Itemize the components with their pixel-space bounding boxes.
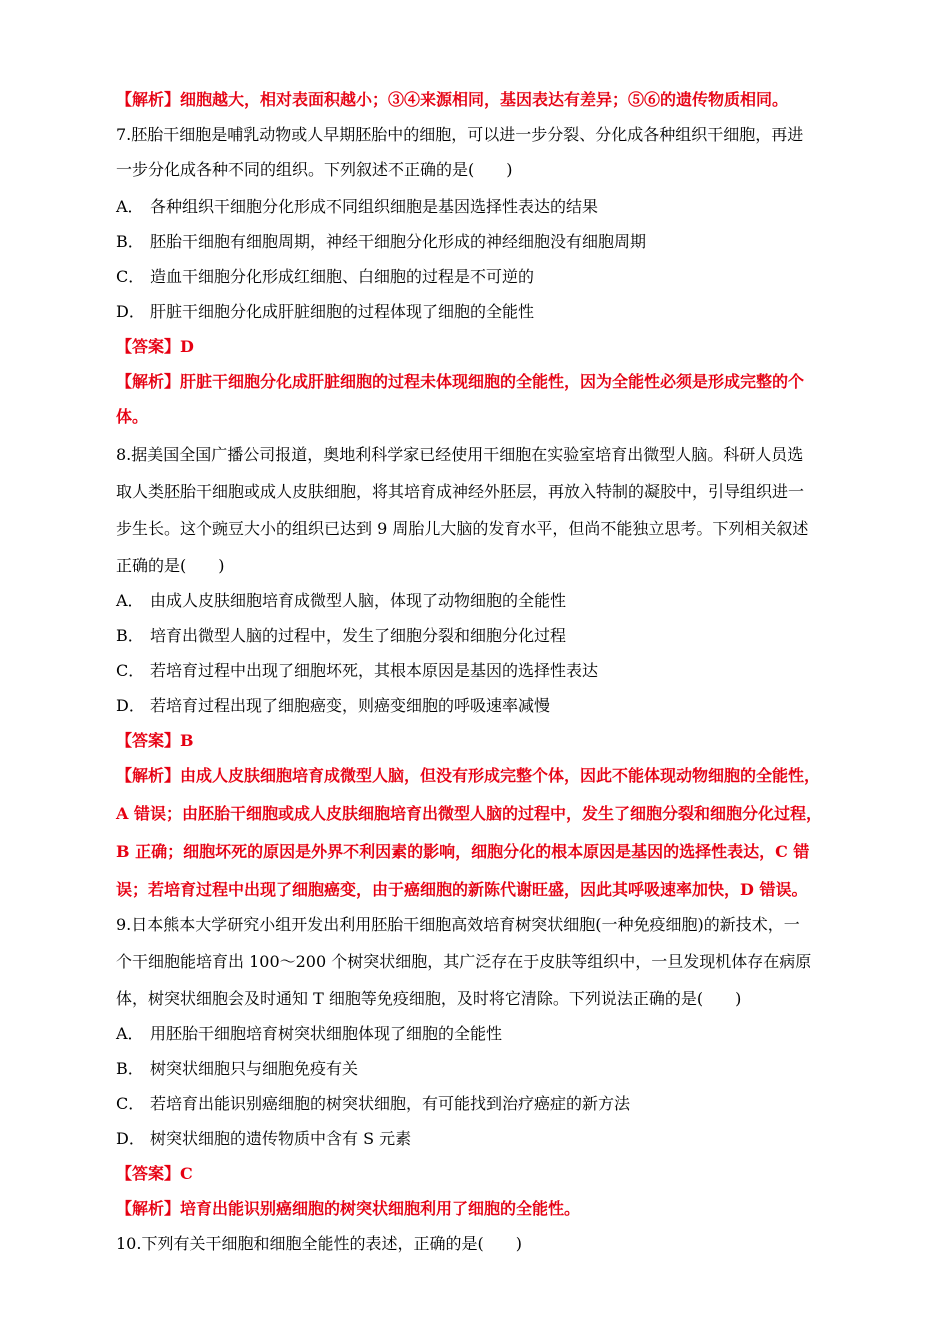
q8-option-d <box>116 696 550 716</box>
q9-answer-tag: 【答案】 <box>116 1164 181 1183</box>
q9-option-b <box>116 1059 358 1079</box>
q8-option-a-letter: A． <box>116 591 144 610</box>
q9-option-d <box>116 1129 411 1149</box>
q7-option-d-letter: D． <box>116 302 145 321</box>
q8-stem-line-3: 步生长。这个豌豆大小的组织已达到 9 周胎儿大脑的发育水平，但尚不能独立思考。下列相关叙述 <box>116 519 809 538</box>
q9-option-a <box>116 1024 502 1044</box>
q9-option-c-text: 若培育出能识别癌细胞的树突状细胞，有可能找到治疗癌症的新方法 <box>150 1094 631 1113</box>
q9-stem-line-3: 体，树突状细胞会及时通知 T 细胞等免疫细胞，及时将它清除。下列说法正确的是( ) <box>116 989 742 1008</box>
q7-option-b-text: 胚胎干细胞有细胞周期，神经干细胞分化形成的神经细胞没有细胞周期 <box>150 232 647 251</box>
q8-analysis-text-1: 由成人皮肤细胞培育成微型人脑，但没有形成完整个体，因此不能体现动物细胞的全能性， <box>180 766 821 785</box>
q6-analysis-tag: 【解析】 <box>116 90 181 109</box>
q9-option-b-letter: B． <box>116 1059 144 1078</box>
q7-option-c-letter: C． <box>116 267 145 286</box>
q7-stem-line-1: 7.胚胎干细胞是哺乳动物或人早期胚胎中的细胞，可以进一步分裂、分化成各种组织干细胞，再进 <box>116 125 804 144</box>
q8-stem-line-4: 正确的是( ) <box>116 556 225 575</box>
q8-answer <box>116 731 194 751</box>
q8-option-b <box>116 626 566 646</box>
q8-option-c <box>116 661 598 681</box>
q8-option-a-text: 由成人皮肤细胞培育成微型人脑，体现了动物细胞的全能性 <box>150 591 567 610</box>
q7-option-c <box>116 267 534 287</box>
q10-stem-line-1: 10.下列有关干细胞和细胞全能性的表述，正确的是( ) <box>116 1234 522 1253</box>
q7-option-a-text: 各种组织干细胞分化形成不同组织细胞是基因选择性表达的结果 <box>150 197 599 216</box>
q9-analysis-tag: 【解析】 <box>116 1199 181 1218</box>
q6-analysis-text: 细胞越大，相对表面积越小；③④来源相同，基因表达有差异；⑤⑥的遗传物质相同。 <box>180 90 789 109</box>
q7-analysis-line-2: 体。 <box>116 407 149 426</box>
q7-option-a <box>116 197 598 217</box>
q9-option-d-text: 树突状细胞的遗传物质中含有 S 元素 <box>150 1129 412 1148</box>
q8-option-a <box>116 591 566 611</box>
q7-answer-value: D <box>180 337 194 356</box>
q9-option-a-letter: A． <box>116 1024 144 1043</box>
q9-answer <box>116 1164 193 1184</box>
q7-option-a-letter: A． <box>116 197 144 216</box>
q9-answer-value: C <box>180 1164 193 1183</box>
q8-stem-line-2: 取人类胚胎干细胞或成人皮肤细胞，将其培育成神经外胚层，再放入特制的凝胶中，引导组织进一 <box>116 482 805 501</box>
q8-option-b-text: 培育出微型人脑的过程中，发生了细胞分裂和细胞分化过程 <box>150 626 567 645</box>
q9-option-b-text: 树突状细胞只与细胞免疫有关 <box>150 1059 359 1078</box>
q6-analysis <box>116 90 788 110</box>
q7-option-d-text: 肝脏干细胞分化成肝脏细胞的过程体现了细胞的全能性 <box>150 302 535 321</box>
q9-option-d-letter: D． <box>116 1129 145 1148</box>
q8-option-d-letter: D． <box>116 696 145 715</box>
q9-analysis <box>116 1199 580 1219</box>
q7-analysis-tag: 【解析】 <box>116 372 181 391</box>
q9-stem-line-2: 个干细胞能培育出 100～200 个树突状细胞，其广泛存在于皮肤等组织中，一旦发现机体存在病原 <box>116 952 812 971</box>
q7-analysis-text-1: 肝脏干细胞分化成肝脏细胞的过程未体现细胞的全能性，因为全能性必须是形成完整的个 <box>180 372 805 391</box>
q8-answer-tag: 【答案】 <box>116 731 181 750</box>
q8-option-d-text: 若培育过程出现了细胞癌变，则癌变细胞的呼吸速率减慢 <box>150 696 551 715</box>
q9-analysis-text: 培育出能识别癌细胞的树突状细胞利用了细胞的全能性。 <box>180 1199 581 1218</box>
q7-option-c-text: 造血干细胞分化形成红细胞、白细胞的过程是不可逆的 <box>150 267 535 286</box>
q7-stem-line-2: 一步分化成各种不同的组织。下列叙述不正确的是( ) <box>116 160 513 179</box>
q8-answer-value: B <box>180 731 194 750</box>
q8-analysis-line-4: 误；若培育过程中出现了细胞癌变，由于癌细胞的新陈代谢旺盛，因此其呼吸速率加快，D 错误。 <box>116 880 808 899</box>
q8-option-c-letter: C． <box>116 661 145 680</box>
q8-option-b-letter: B． <box>116 626 144 645</box>
q8-analysis-line-3: B 正确；细胞坏死的原因是外界不利因素的影响，细胞分化的根本原因是基因的选择性表达，C 错 <box>116 842 810 861</box>
q7-option-b <box>116 232 646 252</box>
q7-answer-tag: 【答案】 <box>116 337 181 356</box>
q9-option-c <box>116 1094 630 1114</box>
q8-stem-line-1: 8.据美国全国广播公司报道，奥地利科学家已经使用干细胞在实验室培育出微型人脑。科研人员选 <box>116 445 804 464</box>
q7-analysis-line-1 <box>116 372 804 392</box>
q9-option-a-text: 用胚胎干细胞培育树突状细胞体现了细胞的全能性 <box>150 1024 503 1043</box>
q7-option-d <box>116 302 534 322</box>
q7-option-b-letter: B． <box>116 232 144 251</box>
q7-answer <box>116 337 194 357</box>
q8-option-c-text: 若培育过程中出现了细胞坏死，其根本原因是基因的选择性表达 <box>150 661 599 680</box>
q9-stem-line-1: 9.日本熊本大学研究小组开发出利用胚胎干细胞高效培育树突状细胞(一种免疫细胞)的新技术，一 <box>116 915 800 934</box>
q8-analysis-tag: 【解析】 <box>116 766 181 785</box>
q9-option-c-letter: C． <box>116 1094 145 1113</box>
q8-analysis-line-1 <box>116 766 820 786</box>
q8-analysis-line-2: A 错误；由胚胎干细胞或成人皮肤细胞培育出微型人脑的过程中，发生了细胞分裂和细胞分化过程， <box>116 804 822 823</box>
